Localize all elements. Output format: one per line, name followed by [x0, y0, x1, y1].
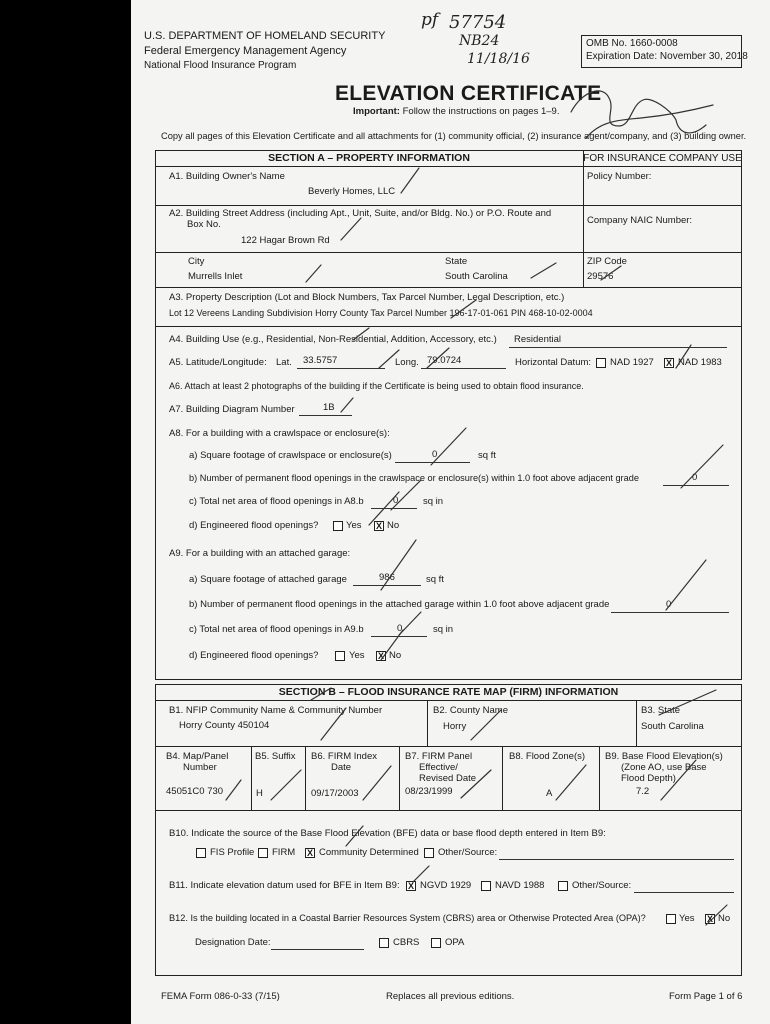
fis-label: FIS Profile — [210, 847, 255, 858]
b5-value[interactable]: H — [256, 788, 263, 799]
check-mark-zip — [601, 266, 621, 280]
b12-no-label: No — [718, 913, 731, 924]
check-mark-b12 — [706, 905, 727, 925]
community-label: Community Determined — [319, 847, 419, 858]
check-mark-b3 — [659, 690, 716, 715]
footer-form-number: FEMA Form 086-0-33 (7/15) — [161, 991, 280, 1002]
b8-label: B8. Flood Zone(s) — [509, 751, 586, 762]
b8-value[interactable]: A — [546, 788, 553, 799]
lat-label: Lat. — [276, 357, 292, 368]
footer-replaces: Replaces all previous editions. — [386, 991, 515, 1002]
nad1983-label: NAD 1983 — [678, 357, 722, 368]
a9a-unit: sq ft — [426, 574, 444, 585]
b4-label-2: Number — [183, 762, 217, 773]
check-mark-b7 — [461, 770, 491, 798]
check-mark-a8d — [369, 492, 399, 525]
omb-expiration: Expiration Date: November 30, 2018 — [586, 51, 748, 62]
signature-underline — [586, 105, 713, 138]
a2-label: A2. Building Street Address (including Apt., Unit, Suite, and/or Bldg. No.) or P.O. Route and — [169, 208, 552, 219]
a8b-label: b) Number of permanent flood openings in the crawlspace or enclosure(s) within 1.0 foot above adjacent grade — [189, 473, 639, 483]
check-mark-a8b — [681, 445, 723, 488]
footer-page: Form Page 1 of 6 — [669, 991, 743, 1002]
a3-label: A3. Property Description (Lot and Block Numbers, Tax Parcel Number, Legal Description, etc.) — [169, 292, 565, 303]
signature-scribble — [571, 91, 706, 133]
check-mark-b6 — [363, 766, 391, 800]
city-value[interactable]: Murrells Inlet — [188, 271, 243, 282]
check-mark-lat — [379, 350, 399, 368]
b9-value[interactable]: 7.2 — [636, 786, 650, 797]
b7-label: B7. FIRM Panel — [405, 751, 473, 762]
check-mark-b9 — [661, 760, 696, 800]
check-mark-city — [306, 265, 321, 282]
a8a-label: a) Square footage of crawlspace or enclosure(s) — [189, 450, 392, 461]
a2-value[interactable]: 122 Hagar Brown Rd — [241, 235, 330, 246]
a8a-unit: sq ft — [478, 450, 496, 461]
community-checkbox[interactable]: X — [306, 848, 313, 858]
a8c-unit: sq in — [423, 496, 444, 507]
agency-line2: Federal Emergency Management Agency — [144, 45, 347, 57]
important-label: Important: — [353, 106, 400, 117]
cbrs-label: CBRS — [393, 937, 420, 948]
a9a-value[interactable]: 986 — [379, 572, 395, 583]
check-mark-b5 — [271, 770, 301, 800]
lat-value[interactable]: 33.5757 — [303, 355, 338, 366]
a8a-value[interactable]: 0 — [432, 449, 438, 460]
form-page — [131, 0, 770, 1024]
a9c-label: c) Total net area of flood openings in A9.b — [189, 624, 364, 635]
city-label: City — [188, 256, 205, 267]
check-mark-a8a — [431, 428, 466, 465]
b4-label: B4. Map/Panel — [166, 751, 229, 762]
b9-label-2: (Zone AO, use Base — [621, 762, 707, 773]
handwritten-marks — [131, 0, 770, 1024]
check-mark-nad — [676, 345, 691, 368]
a1-label: A1. Building Owner's Name — [169, 171, 285, 182]
check-mark-b2 — [471, 710, 501, 740]
a9c-value[interactable]: 0 — [397, 623, 403, 634]
check-mark-a9d — [381, 630, 403, 660]
insurance-header: FOR INSURANCE COMPANY USE — [583, 153, 742, 164]
copy-note: Copy all pages of this Elevation Certificate and all attachments for (1) community official, (2) insurance agent/company, and (3) building owner. — [161, 131, 747, 141]
b3-value[interactable]: South Carolina — [641, 721, 704, 732]
handwritten-code-2: NB24 — [459, 33, 500, 49]
a8d-no-checkbox[interactable]: X — [375, 521, 382, 531]
b6-value[interactable]: 09/17/2003 — [311, 788, 359, 799]
a9d-no-label: No — [389, 650, 402, 661]
b12-yes-label: Yes — [679, 913, 695, 924]
check-mark-b4 — [226, 780, 241, 800]
check-mark-a2 — [341, 218, 361, 240]
b1-value[interactable]: Horry County 450104 — [179, 720, 270, 731]
check-mark-b11 — [413, 866, 429, 882]
a8d-label: d) Engineered flood openings? — [189, 520, 319, 531]
b12-label: B12. Is the building located in a Coastal Barrier Resources System (CBRS) area or Otherwise Protected Area (OPA)? — [169, 913, 646, 923]
a9d-no-checkbox[interactable]: X — [377, 651, 384, 661]
nad1927-label: NAD 1927 — [610, 357, 654, 368]
designation-label: Designation Date: — [195, 937, 271, 948]
policy-number-label: Policy Number: — [587, 171, 652, 182]
a8d-no-label: No — [387, 520, 400, 531]
b9-label: B9. Base Flood Elevation(s) — [605, 751, 723, 762]
b2-label: B2. County Name — [433, 705, 508, 716]
a9a-label: a) Square footage of attached garage — [189, 574, 347, 585]
section-a-header: SECTION A – PROPERTY INFORMATION — [268, 152, 470, 164]
check-mark-long — [427, 348, 449, 368]
handwritten-date: 11/18/16 — [467, 51, 530, 67]
b7-label-2: Effective/ — [419, 762, 458, 773]
a4-label: A4. Building Use (e.g., Residential, Non-Residential, Addition, Accessory, etc.) — [169, 334, 497, 345]
check-mark-a3 — [451, 300, 476, 318]
a2-label-2: Box No. — [187, 219, 221, 230]
ngvd-label: NGVD 1929 — [420, 880, 472, 891]
b1-label: B1. NFIP Community Name & Community Number — [169, 705, 383, 716]
nad1983-checkbox[interactable]: X — [665, 358, 672, 368]
check-mark-b1 — [321, 708, 346, 740]
b12-no-checkbox[interactable]: X — [706, 914, 713, 924]
omb-number: OMB No. 1660-0008 — [586, 38, 678, 49]
a9d-yes-label: Yes — [349, 650, 365, 661]
a8-label: A8. For a building with a crawlspace or enclosure(s): — [169, 428, 390, 439]
b10-label: B10. Indicate the source of the Base Flood Elevation (BFE) data or base flood depth entered in Item B9: — [169, 828, 606, 839]
opa-label: OPA — [445, 937, 465, 948]
ngvd-checkbox[interactable]: X — [407, 881, 414, 891]
page-title: ELEVATION CERTIFICATE — [335, 82, 602, 105]
a8b-value[interactable]: 0 — [692, 472, 698, 483]
a6-label: A6. Attach at least 2 photographs of the building if the Certificate is being used to obtain flood insurance. — [169, 381, 584, 391]
b7-value[interactable]: 08/23/1999 — [405, 786, 453, 797]
check-mark-a9b — [666, 560, 706, 610]
b9-label-3: Flood Depth) — [621, 773, 676, 784]
check-mark-a9a — [381, 540, 416, 590]
zip-label: ZIP Code — [587, 256, 627, 267]
check-mark-b8 — [556, 765, 586, 800]
b5-label: B5. Suffix — [255, 751, 296, 762]
a9-label: A9. For a building with an attached garage: — [169, 548, 351, 559]
zip-value[interactable]: 29576 — [587, 271, 614, 282]
a9b-value[interactable]: 0 — [666, 599, 672, 610]
check-mark-a7 — [341, 398, 353, 412]
handwritten-prefix: pf — [421, 10, 439, 30]
naic-label: Company NAIC Number: — [587, 215, 693, 226]
navd-label: NAVD 1988 — [495, 880, 545, 891]
state-label: State — [445, 256, 468, 267]
datum-label: Horizontal Datum: — [515, 357, 592, 368]
check-mark-a4 — [353, 328, 369, 340]
a5-label: A5. Latitude/Longitude: — [169, 357, 267, 368]
b3-label: B3. State — [641, 705, 681, 716]
a3-value[interactable]: Lot 12 Vereens Landing Subdivision Horry County Tax Parcel Number 196-17-01-061 PIN 468-10-02-0004 — [169, 308, 593, 318]
handwritten-code: 57754 — [449, 12, 507, 33]
b6-label: B6. FIRM Index — [311, 751, 377, 762]
important-text: Follow the instructions on pages 1–9. — [402, 106, 560, 117]
check-mark-a1 — [401, 168, 419, 193]
firm-label: FIRM — [272, 847, 296, 858]
a8c-label: c) Total net area of flood openings in A8.b — [189, 496, 364, 507]
other-datum-label: Other/Source: — [572, 880, 632, 891]
long-label: Long. — [395, 357, 419, 368]
other-source-label: Other/Source: — [438, 847, 498, 858]
a9d-label: d) Engineered flood openings? — [189, 650, 319, 661]
a7-label: A7. Building Diagram Number — [169, 404, 295, 415]
a9c-unit: sq in — [433, 624, 454, 635]
check-mark-section-b — [311, 688, 331, 700]
agency-line1: U.S. DEPARTMENT OF HOMELAND SECURITY — [144, 30, 386, 42]
long-value[interactable]: 79.0724 — [427, 355, 462, 366]
check-mark-b10 — [346, 826, 363, 846]
b11-label: B11. Indicate elevation datum used for BFE in Item B9: — [169, 880, 400, 891]
a8c-value[interactable]: 0 — [393, 495, 399, 506]
a4-value[interactable]: Residential — [514, 334, 561, 345]
b7-label-3: Revised Date — [419, 773, 477, 784]
a8d-yes-label: Yes — [346, 520, 362, 531]
a9b-label: b) Number of permanent flood openings in the attached garage within 1.0 foot above adjacent grade — [189, 599, 610, 610]
agency-line3: National Flood Insurance Program — [144, 60, 297, 71]
b4-value[interactable]: 45051C0 730 — [166, 786, 224, 797]
check-mark-state — [531, 263, 556, 278]
b2-value[interactable]: Horry — [443, 721, 467, 732]
a1-value[interactable]: Beverly Homes, LLC — [308, 186, 396, 197]
b6-label-2: Date — [331, 762, 352, 773]
state-value[interactable]: South Carolina — [445, 271, 508, 282]
a7-value[interactable]: 1B — [323, 402, 335, 413]
section-b-header: SECTION B – FLOOD INSURANCE RATE MAP (FIRM) INFORMATION — [278, 686, 619, 698]
